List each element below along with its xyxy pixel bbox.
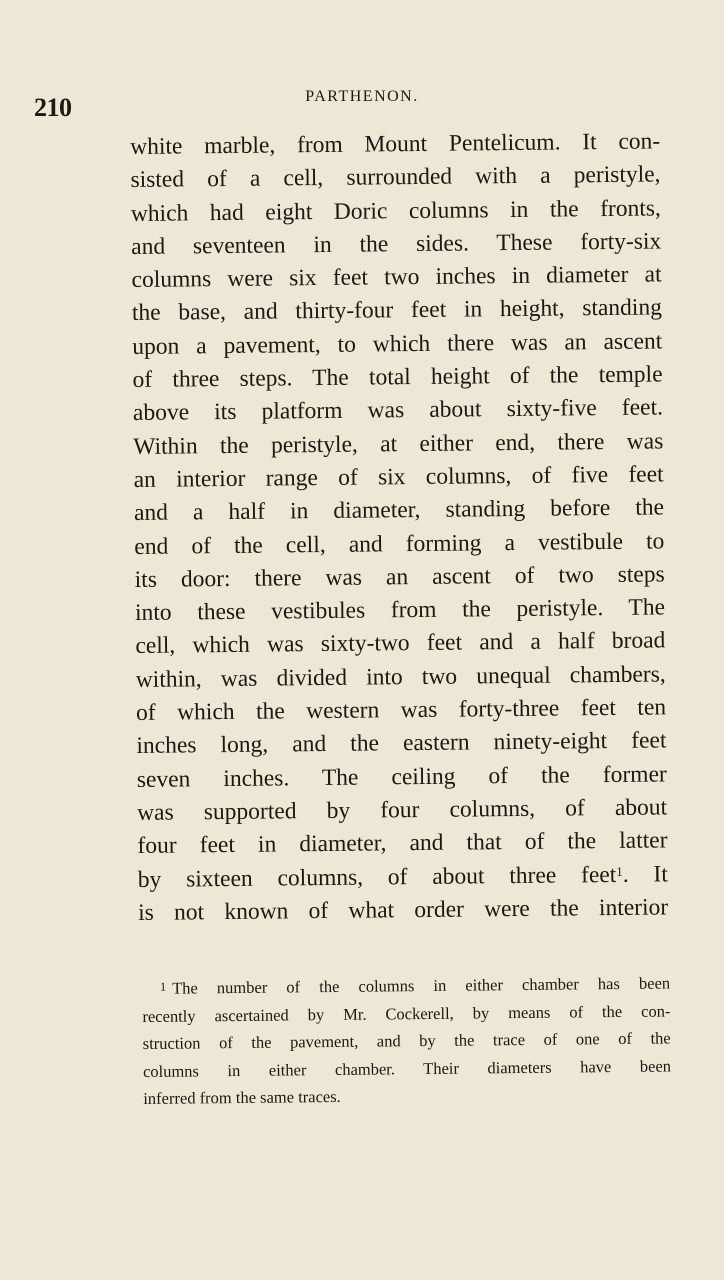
- text-line: cell, which was sixty-two feet and a half broad: [135, 627, 666, 660]
- footnote-line: columns in either chamber. Their diameters have been: [142, 1055, 672, 1081]
- footnote-line: struction of the pavement, and by the trace of one of the: [142, 1028, 671, 1053]
- text-line: four feet in diameter, and that of the latter: [137, 827, 668, 860]
- footnote-line: recently ascertained by Mr. Cockerell, by means of the con-: [142, 1000, 671, 1026]
- text-line: was supported by four columns, of about: [137, 794, 668, 826]
- footnote-reference: 1: [616, 863, 623, 879]
- text-line: and a half in diameter, standing before the: [133, 494, 665, 527]
- footnote: [142, 969, 671, 1112]
- body-text: [130, 125, 668, 930]
- text-line: which had eight Doric columns in the fronts,: [130, 195, 661, 227]
- text-line: into these vestibules from the peristyle. The: [134, 594, 666, 627]
- text-line: white marble, from Mount Pentelicum. It con-: [130, 128, 661, 160]
- footnote-marker: 1: [160, 979, 167, 994]
- text-line: of which the western was forty-three feet ten: [135, 694, 667, 727]
- text-line: within, was divided into two unequal chambers,: [135, 661, 666, 693]
- text-line: an interior range of six columns, of five feet: [133, 461, 664, 493]
- footnote-line: inferred from the same traces.: [143, 1086, 341, 1108]
- text-line: columns were six feet two inches in diameter at: [131, 261, 662, 294]
- text-line: Within the peristyle, at either end, there was: [133, 428, 664, 460]
- text-line: sisted of a cell, surrounded with a peristyle,: [130, 161, 661, 194]
- text-line: the base, and thirty-four feet in height, standing: [131, 294, 663, 327]
- text-line-segment: . It: [622, 860, 668, 888]
- text-line: is not known of what order were the interior: [138, 894, 669, 926]
- page-number: 210: [34, 93, 72, 122]
- text-line: seven inches. The ceiling of the former: [136, 761, 667, 793]
- text-line-segment: by sixteen columns, of about three feet: [137, 861, 617, 893]
- running-title: PARTHENON.: [305, 88, 419, 105]
- text-line: end of the cell, and forming a vestibule to: [134, 527, 665, 560]
- text-line: of three steps. The total height of the temple: [132, 361, 663, 394]
- text-line: above its platform was about sixty-five feet.: [132, 394, 664, 427]
- text-line: its door: there was an ascent of two steps: [134, 561, 665, 593]
- text-line: and seventeen in the sides. These forty-six: [131, 228, 662, 260]
- text-line: upon a pavement, to which there was an ascent: [132, 328, 663, 360]
- text-line: inches long, and the eastern ninety-eight feet: [136, 727, 667, 760]
- text-line-with-note: [138, 858, 668, 897]
- footnote-text: The number of the columns in either chamber has been: [172, 973, 671, 998]
